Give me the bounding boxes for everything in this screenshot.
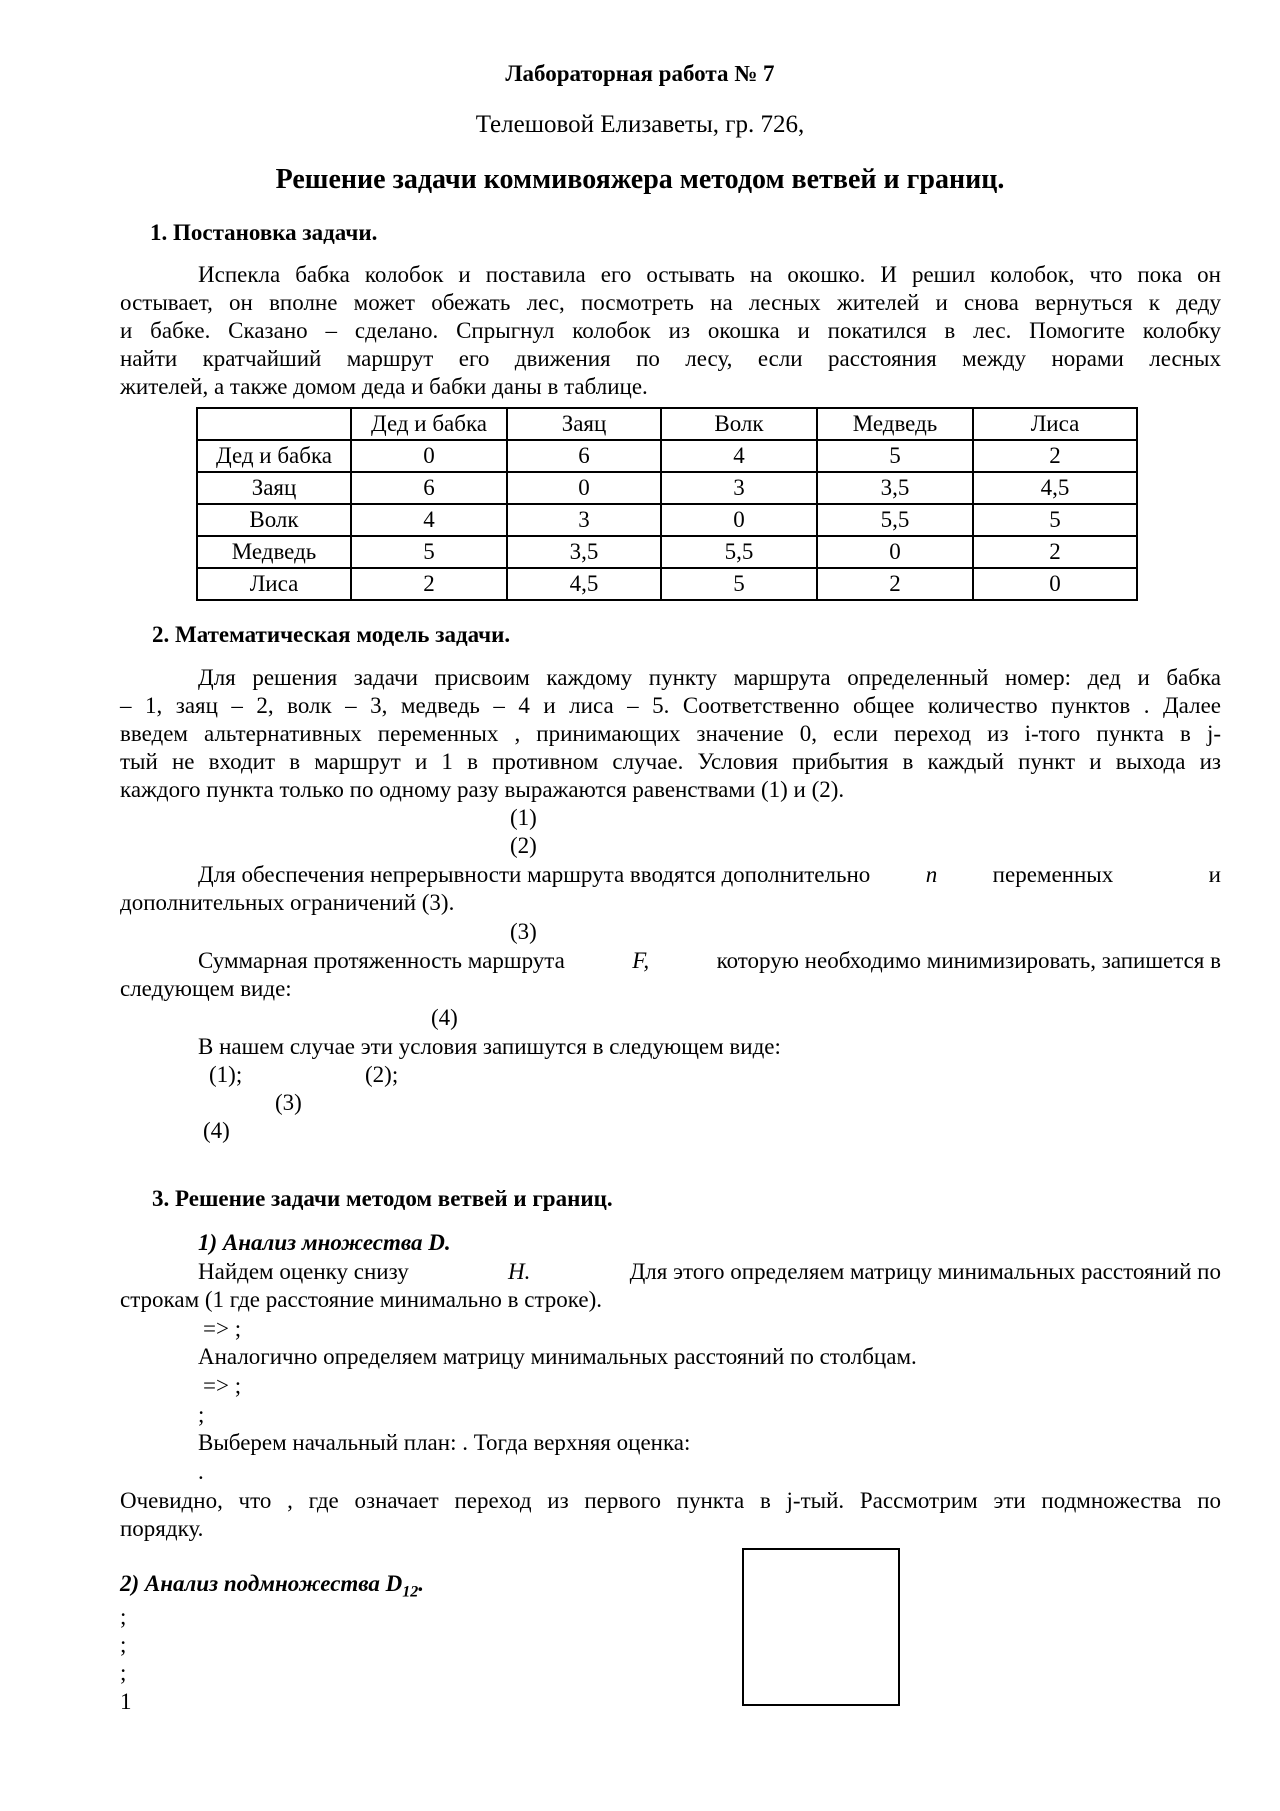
table-cell: 2 [973, 440, 1137, 472]
equation-number: (1) [510, 805, 537, 830]
section2-line: – 1, заяц – 2, волк – 3, медведь – 4 и лиса – 5. Соответственно общее количество пунктов . Далее [120, 693, 1221, 718]
table-row [197, 472, 1137, 504]
text-span: Для этого определяем матрицу минимальных расстояний по [629, 1259, 1221, 1284]
row-label-cell: Заяц [197, 472, 351, 504]
constraint-label: (2); [365, 1062, 399, 1087]
table-row [197, 568, 1137, 600]
table-header-cell: Медведь [817, 408, 973, 440]
table-cell: 2 [973, 536, 1137, 568]
table-cell: 0 [973, 568, 1137, 600]
section1-line: Испекла бабка колобок и поставила его остывать на окошко. И решил колобок, что пока он [198, 262, 1221, 287]
table-cell: 5 [351, 536, 507, 568]
section2-line: введем альтернативных переменных , принимающих значение 0, если переход из i-того пункта в j- [120, 721, 1221, 746]
row-label-cell: Дед и бабка [197, 440, 351, 472]
table-cell: 0 [351, 440, 507, 472]
section3-line: Выберем начальный план: . Тогда верхняя оценка: [198, 1430, 691, 1455]
row-label-cell: Медведь [197, 536, 351, 568]
table-cell: 3,5 [507, 536, 661, 568]
variable-F: F, [632, 948, 650, 973]
text-span: переменных [992, 862, 1114, 887]
section1-line: жителей, а также домом деда и бабки даны в таблице. [120, 374, 648, 399]
table-cell: 4,5 [507, 568, 661, 600]
table-cell: 3,5 [817, 472, 973, 504]
table-cell: 6 [351, 472, 507, 504]
text-span: Для обеспечения непрерывности маршрута вводятся дополнительно [198, 862, 871, 887]
equation-number: (3) [510, 919, 537, 944]
table-cell: 2 [817, 568, 973, 600]
table-cell: 5,5 [661, 536, 817, 568]
estimate-line [198, 1258, 1221, 1286]
section3-line: => ; [203, 1373, 242, 1398]
subsection-heading [120, 1570, 424, 1607]
section3-line: . [198, 1459, 204, 1484]
author-line: Телешовой Елизаветы, гр. 726, [475, 111, 805, 138]
table-row [197, 440, 1137, 472]
table-row [197, 504, 1137, 536]
equation-number: (4) [431, 1005, 458, 1030]
section3-line: => ; [203, 1316, 242, 1341]
variable-H: H. [507, 1259, 531, 1284]
section1-line: найти кратчайший маршрут его движения по лесу, если расстояния между норами лесных [120, 346, 1221, 371]
table-header-cell: Волк [661, 408, 817, 440]
section3-line: ; [120, 1660, 127, 1685]
document-subtitle: Решение задачи коммивояжера методом ветвей и границ. [275, 164, 1005, 195]
table-cell: 5 [817, 440, 973, 472]
table-cell: 0 [507, 472, 661, 504]
subsection-heading: 1) Анализ множества D. [198, 1230, 451, 1255]
table-cell: 3 [507, 504, 661, 536]
constraint-label: (3) [275, 1090, 302, 1115]
objective-line [198, 947, 1221, 975]
equation-number: (2) [510, 833, 537, 858]
section2-heading: 2. Математическая модель задачи. [152, 622, 511, 647]
section3-heading: 3. Решение задачи методом ветвей и границ. [152, 1186, 613, 1211]
table-header-cell: Лиса [973, 408, 1137, 440]
lab-title: Лабораторная работа № 7 [505, 61, 775, 86]
section3-line: ; [198, 1402, 205, 1427]
section2-line: следующем виде: [120, 976, 292, 1001]
section3-line: ; [120, 1604, 127, 1629]
section1-line: и бабке. Сказано – сделано. Спрыгнул колобок из окошка и покатился в лес. Помогите колобку [120, 318, 1221, 343]
section2-line: дополнительных ограничений (3). [120, 890, 455, 915]
table-header-cell [197, 408, 351, 440]
section3-line: ; [120, 1632, 127, 1657]
section2-line: Для решения задачи присвоим каждому пункту маршрута определенный номер: дед и бабка [198, 665, 1221, 690]
text-span: . [418, 1571, 425, 1596]
table-row [197, 536, 1137, 568]
constraint-label: (4) [203, 1118, 230, 1143]
table-header-row [197, 408, 1137, 440]
section3-line: порядку. [120, 1516, 204, 1541]
constraint-label: (1); [209, 1062, 243, 1087]
distance-table [196, 407, 1138, 601]
variable-n: n [925, 862, 938, 887]
table-cell: 4 [351, 504, 507, 536]
section3-line: строкам (1 где расстояние минимально в строке). [120, 1287, 603, 1312]
continuity-line [198, 861, 1221, 889]
text-span: которую необходимо минимизировать, запишется в [716, 948, 1221, 973]
section3-line: Очевидно, что , где означает переход из первого пункта в j-тый. Рассмотрим эти подмножества по [120, 1488, 1221, 1513]
text-span: Найдем оценку снизу [198, 1259, 409, 1284]
table-cell: 5 [973, 504, 1137, 536]
table-cell: 2 [351, 568, 507, 600]
section2-line: тый не входит в маршрут и 1 в противном случае. Условия прибытия в каждый пункт и выхода из [120, 749, 1221, 774]
table-cell: 0 [817, 536, 973, 568]
table-cell: 4 [661, 440, 817, 472]
text-span: и [1208, 862, 1221, 887]
table-cell: 0 [661, 504, 817, 536]
table-cell: 3 [661, 472, 817, 504]
section3-line: Аналогично определяем матрицу минимальных расстояний по столбцам. [198, 1344, 917, 1369]
section2-line: В нашем случае эти условия запишутся в следующем виде: [198, 1034, 781, 1059]
table-cell: 6 [507, 440, 661, 472]
row-label-cell: Волк [197, 504, 351, 536]
table-cell: 4,5 [973, 472, 1137, 504]
section3-line: 1 [120, 1689, 132, 1714]
section2-line: каждого пункта только по одному разу выражаются равенствами (1) и (2). [120, 777, 845, 802]
table-header-cell: Дед и бабка [351, 408, 507, 440]
empty-frame [742, 1548, 900, 1706]
subscript: 12 [402, 1583, 419, 1601]
row-label-cell: Лиса [197, 568, 351, 600]
table-header-cell: Заяц [507, 408, 661, 440]
text-span: Суммарная протяженность маршрута [198, 948, 565, 973]
table-cell: 5,5 [817, 504, 973, 536]
table-cell: 5 [661, 568, 817, 600]
section1-heading: 1. Постановка задачи. [150, 220, 378, 245]
section1-line: остывает, он вполне может обежать лес, посмотреть на лесных жителей и снова вернуться к деду [120, 290, 1221, 315]
text-span: 2) Анализ подмножества D [120, 1571, 403, 1596]
